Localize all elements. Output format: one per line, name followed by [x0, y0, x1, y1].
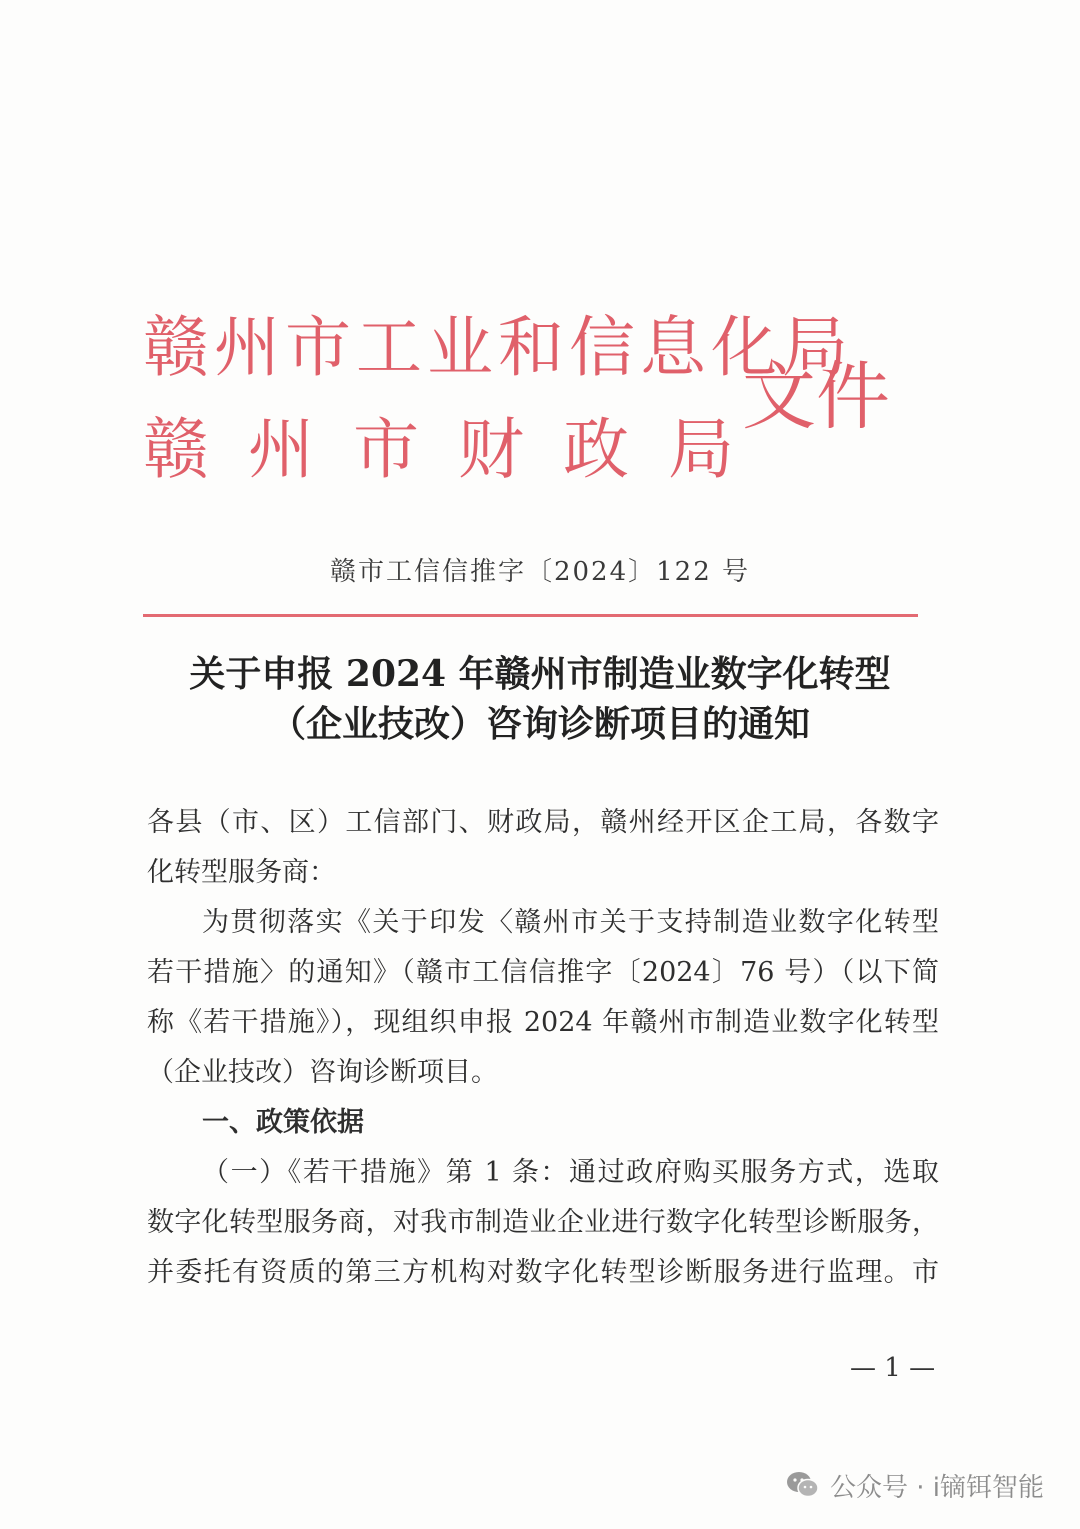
body-line: 为贯彻落实《关于印发〈赣州市关于支持制造业数字化转型 — [202, 907, 939, 938]
body-line: 化转型服务商： — [147, 857, 336, 888]
section-heading: 一、政策依据 — [202, 1107, 364, 1138]
masthead-suffix: 文件 — [742, 354, 890, 440]
body-line: （企业技改）咨询诊断项目。 — [147, 1057, 498, 1088]
watermark — [786, 1465, 1044, 1505]
document-title-line-1: 关于申报 2024 年赣州市制造业数字化转型 — [189, 653, 891, 695]
page-number: — 1 — — [850, 1353, 936, 1383]
masthead-line-2: 赣州市财政局 — [143, 411, 773, 488]
masthead-line-1: 赣州市工业和信息化局 — [143, 309, 853, 386]
watermark-text: 公众号 · i镝铒智能 — [829, 1472, 1044, 1503]
wechat-icon — [786, 1470, 820, 1500]
body-line: 并委托有资质的第三方机构对数字化转型诊断服务进行监理。市 — [147, 1257, 939, 1288]
document-title-line-2: （企业技改）咨询诊断项目的通知 — [269, 703, 810, 745]
body-line: 数字化转型服务商，对我市制造业企业进行数字化转型诊断服务， — [147, 1207, 939, 1238]
red-divider — [143, 614, 918, 617]
body-line: 若干措施〉的通知》（赣市工信信推字〔2024〕76 号）（以下简 — [147, 957, 939, 988]
body-line: （一）《若干措施》第 1 条：通过政府购买服务方式，选取 — [202, 1157, 939, 1188]
body-line: 各县（市、区）工信部门、财政局，赣州经开区企工局，各数字 — [147, 807, 939, 838]
body-line: 称《若干措施》），现组织申报 2024 年赣州市制造业数字化转型 — [147, 1007, 939, 1038]
document-number: 赣市工信信推字〔2024〕122 号 — [329, 557, 751, 587]
